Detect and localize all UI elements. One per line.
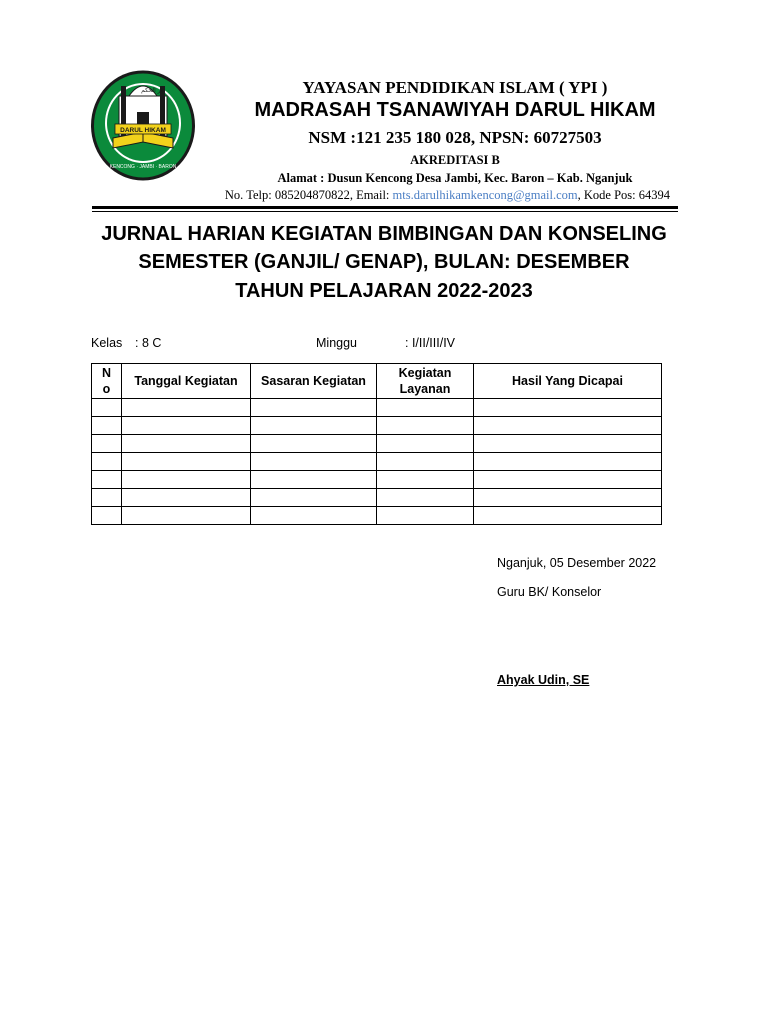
table-cell[interactable] — [251, 507, 377, 525]
school-name: MADRASAH TSANAWIYAH DARUL HIKAM — [254, 99, 656, 121]
table-cell[interactable] — [122, 399, 251, 417]
table-row — [92, 507, 662, 525]
table-cell[interactable] — [122, 489, 251, 507]
journal-table — [91, 363, 662, 525]
table-cell[interactable] — [92, 507, 122, 525]
postal-code: , Kode Pos: 64394 — [577, 188, 670, 202]
foundation-name: YAYASAN PENDIDIKAN ISLAM ( YPI ) — [302, 78, 608, 97]
table-cell[interactable] — [474, 399, 662, 417]
table-row — [92, 417, 662, 435]
table-cell[interactable] — [377, 417, 474, 435]
letterhead-thin-rule — [92, 211, 678, 212]
logo-ring-text: KENCONG · JAMBI · BARON — [109, 164, 177, 170]
table-row — [92, 399, 662, 417]
email-link[interactable]: mts.darulhikamkencong@gmail.com — [392, 188, 578, 202]
kelas-value: : 8 C — [135, 336, 162, 350]
table-cell[interactable] — [377, 399, 474, 417]
nsm-npsn: NSM :121 235 180 028, NPSN: 60727503 — [308, 128, 602, 147]
kelas-label: Kelas — [91, 336, 123, 350]
contact-info — [180, 188, 670, 203]
table-cell[interactable] — [92, 453, 122, 471]
header-layanan-line2: Layanan — [399, 382, 451, 396]
table-cell[interactable] — [122, 417, 251, 435]
header-no-line2: o — [102, 382, 111, 396]
table-cell[interactable] — [377, 453, 474, 471]
table-cell[interactable] — [251, 471, 377, 489]
table-cell[interactable] — [251, 417, 377, 435]
document-title-line2: SEMESTER (GANJIL/ GENAP), BULAN: DESEMBER — [138, 251, 630, 273]
table-cell[interactable] — [122, 507, 251, 525]
table-cell[interactable] — [474, 417, 662, 435]
school-emblem-icon — [89, 68, 197, 183]
table-cell[interactable] — [474, 507, 662, 525]
table-cell[interactable] — [251, 435, 377, 453]
table-cell[interactable] — [92, 399, 122, 417]
letterhead-thick-rule — [92, 206, 678, 209]
table-cell[interactable] — [251, 399, 377, 417]
table-cell[interactable] — [474, 489, 662, 507]
table-cell[interactable] — [474, 471, 662, 489]
header-layanan-line1: Kegiatan — [398, 366, 452, 380]
table-cell[interactable] — [474, 453, 662, 471]
table-cell[interactable] — [251, 489, 377, 507]
logo-arabic-text: دار الحكم — [141, 87, 165, 94]
table-cell[interactable] — [474, 435, 662, 453]
table-row — [92, 471, 662, 489]
header-no-line1: N — [101, 366, 112, 380]
logo-ribbon-text: DARUL HIKAM — [120, 127, 166, 134]
table-cell[interactable] — [377, 471, 474, 489]
table-cell[interactable] — [122, 471, 251, 489]
table-cell[interactable] — [92, 471, 122, 489]
table-cell[interactable] — [377, 489, 474, 507]
table-cell[interactable] — [92, 489, 122, 507]
signature-name: Ahyak Udin, SE — [497, 673, 590, 687]
header-sasaran: Sasaran Kegiatan — [251, 364, 377, 399]
table-cell[interactable] — [377, 507, 474, 525]
table-row — [92, 489, 662, 507]
header-layanan — [377, 364, 474, 399]
table-cell[interactable] — [377, 435, 474, 453]
table-row — [92, 453, 662, 471]
phone-text: No. Telp: 085204870822, Email: — [224, 188, 393, 202]
table-header-row — [92, 364, 662, 399]
table-cell[interactable] — [122, 453, 251, 471]
header-tanggal: Tanggal Kegiatan — [122, 364, 251, 399]
header-no — [92, 364, 122, 399]
table-row — [92, 435, 662, 453]
table-cell[interactable] — [92, 417, 122, 435]
table-cell[interactable] — [122, 435, 251, 453]
accreditation: AKREDITASI B — [410, 153, 500, 167]
table-cell[interactable] — [251, 453, 377, 471]
signature-place-date: Nganjuk, 05 Desember 2022 — [497, 556, 657, 570]
document-title-line3: TAHUN PELAJARAN 2022-2023 — [235, 280, 533, 302]
address: Alamat : Dusun Kencong Desa Jambi, Kec. Baron – Kab. Nganjuk — [277, 171, 633, 185]
document-title-line1: JURNAL HARIAN KEGIATAN BIMBINGAN DAN KONSELING — [101, 223, 667, 245]
minggu-value: : I/II/III/IV — [405, 336, 456, 350]
signature-role: Guru BK/ Konselor — [497, 585, 602, 599]
table-cell[interactable] — [92, 435, 122, 453]
header-hasil: Hasil Yang Dicapai — [474, 364, 662, 399]
minggu-label: Minggu — [316, 336, 357, 350]
